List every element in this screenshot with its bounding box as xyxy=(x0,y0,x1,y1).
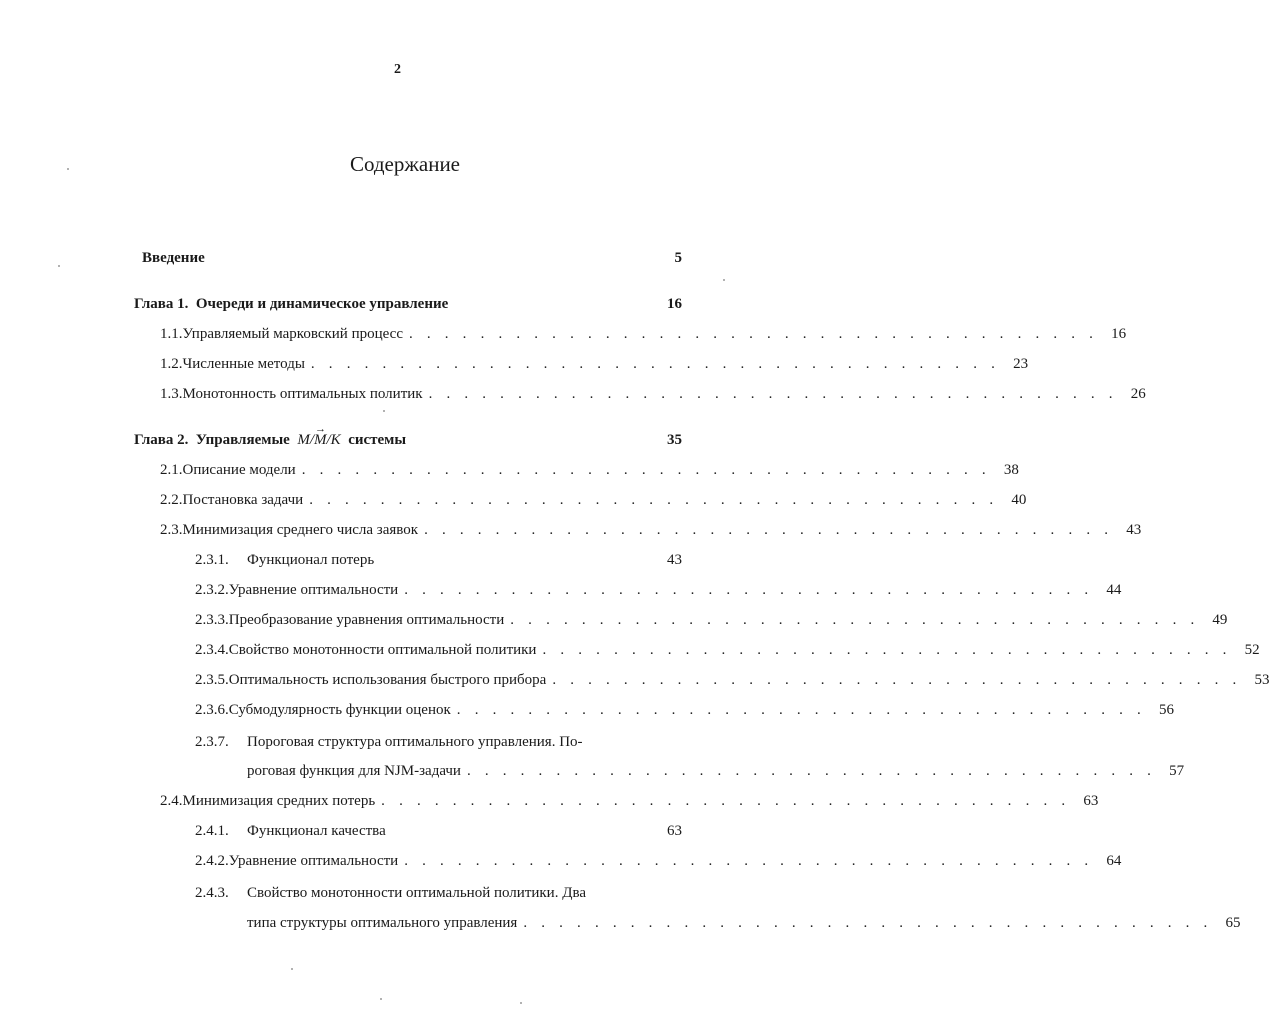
toc-entry-subsection[interactable] xyxy=(195,639,1260,661)
entry-label: Введение xyxy=(142,250,205,266)
entry-label: Уравнение оптимальности xyxy=(228,582,399,598)
entry-page: 23 xyxy=(1013,356,1029,372)
entry-label: Преобразование уравнения оптимальности xyxy=(228,612,505,628)
entry-label: Свойство монотонности оптимальной политики xyxy=(228,642,537,658)
entry-number: 2.4.1. xyxy=(195,823,229,839)
entry-number: 2.4. xyxy=(160,793,183,809)
scan-speck xyxy=(291,968,293,970)
chapter-prefix: Глава 2. xyxy=(134,432,189,448)
entry-number: 2.4.2. xyxy=(195,853,229,869)
chapter-title-text: системы xyxy=(348,432,407,448)
toc-entry-chapter-2[interactable] xyxy=(134,429,682,451)
dot-leader: . . . . . . . . . . . . . . . . . . . . . . . . . . . . . . . . . . . . . . . xyxy=(404,853,1094,869)
scan-speck xyxy=(383,410,385,412)
entry-number: 2.3. xyxy=(160,522,183,538)
entry-label: Описание модели xyxy=(182,462,296,478)
scan-speck xyxy=(58,265,60,267)
toc-entry-subsection[interactable] xyxy=(195,579,1122,601)
entry-page: 16 xyxy=(667,296,682,312)
page-number: 2 xyxy=(394,62,401,77)
toc-entry-chapter-1[interactable] xyxy=(134,293,682,315)
entry-label: Минимизация среднего числа заявок xyxy=(182,522,419,538)
math-slash: / xyxy=(309,432,314,448)
dot-leader: . . . . . . . . . . . . . . . . . . . . . . . . . . . . . . . . . . . . . . . xyxy=(542,642,1232,658)
math-slash: / xyxy=(326,432,331,448)
dot-leader: . . . . . . . . . . . . . . . . . . . . . . . . . . . . . . . . . . . . . . . xyxy=(408,326,1099,342)
entry-number: 2.1. xyxy=(160,462,183,478)
toc-entry-section[interactable] xyxy=(160,790,1099,812)
entry-label: Функционал качества xyxy=(247,823,386,839)
dot-leader: . . . . . . . . . . . . . . . . . . . . . . . . . . . . . . . . . . . . . . . xyxy=(404,582,1094,598)
toc-entry-subsection-multiline[interactable] xyxy=(195,882,682,904)
entry-number: 2.4.3. xyxy=(195,885,229,901)
toc-entry-subsection[interactable] xyxy=(195,549,682,571)
toc-entry-subsection[interactable] xyxy=(195,609,1228,631)
toc-entry-section[interactable] xyxy=(160,519,1142,541)
entry-label: Субмодулярность функции оценок xyxy=(228,702,451,718)
scan-speck xyxy=(380,998,382,1000)
entry-number: 2.3.6. xyxy=(195,702,229,718)
entry-page: 40 xyxy=(1011,492,1027,508)
entry-label: Уравнение оптимальности xyxy=(228,853,399,869)
entry-number: 1.3. xyxy=(160,386,183,402)
entry-page: 38 xyxy=(1003,462,1019,478)
entry-number: 2.2. xyxy=(160,492,183,508)
toc-entry-subsection[interactable] xyxy=(195,669,1269,691)
scan-speck xyxy=(723,279,725,281)
toc-entry-subsection-continuation[interactable] xyxy=(247,912,1241,934)
entry-label-line2: роговая функция для NJM-задачи xyxy=(247,763,461,779)
toc-entry-section[interactable] xyxy=(160,353,1029,375)
toc-entry-subsection[interactable] xyxy=(195,699,1174,721)
entry-page: 44 xyxy=(1106,582,1122,598)
dot-leader: . . . . . . . . . . . . . . . . . . . . . . . . . . . . . . . . . . . . . . . xyxy=(552,672,1242,688)
toc-entry-subsection-multiline[interactable] xyxy=(195,731,682,753)
toc-entry-section[interactable] xyxy=(160,489,1027,511)
toc-entry-section[interactable] xyxy=(160,459,1019,481)
entry-label-line2: типа структуры оптимального управления xyxy=(247,915,518,931)
dot-leader: . . . . . . . . . . . . . . . . . . . . . . . . . . . . . . . . . . . . . . . xyxy=(381,793,1071,809)
toc-entry-subsection[interactable] xyxy=(195,820,682,842)
entry-label-line1: Пороговая структура оптимального управления. По- xyxy=(247,734,583,750)
chapter-title xyxy=(196,429,406,451)
dot-leader: . . . . . . . . . . . . . . . . . . . . . . . . . . . . . . . . . . . . . . . xyxy=(309,492,999,508)
math-notation xyxy=(297,432,340,448)
entry-label: Монотонность оптимальных политик xyxy=(182,386,423,402)
dot-leader: . . . . . . . . . . . . . . . . . . . . . . . . . . . . . . . . . . . . . . . xyxy=(428,386,1118,402)
dot-leader: . . . . . . . . . . . . . . . . . . . . . . . . . . . . . . . . . . . . . . . xyxy=(424,522,1114,538)
entry-page: 53 xyxy=(1254,672,1269,688)
entry-number: 1.2. xyxy=(160,356,183,372)
entry-number: 2.3.3. xyxy=(195,612,229,628)
chapter-title: Очереди и динамическое управление xyxy=(195,296,449,312)
math-m-vector: → M xyxy=(314,429,327,451)
toc-title: Содержание xyxy=(349,152,461,176)
entry-label: Минимизация средних потерь xyxy=(182,793,376,809)
toc-entry-introduction[interactable] xyxy=(142,247,682,269)
dot-leader: . . . . . . . . . . . . . . . . . . . . . . . . . . . . . . . . . . . . . . . xyxy=(456,702,1146,718)
math-k: K xyxy=(330,432,341,448)
dot-leader: . . . . . . . . . . . . . . . . . . . . . . . . . . . . . . . . . . . . . . . xyxy=(310,356,1001,372)
entry-page: 5 xyxy=(674,250,682,266)
entry-page: 64 xyxy=(1106,853,1122,869)
entry-label: Управляемый марковский процесс xyxy=(182,326,403,342)
entry-number: 2.3.7. xyxy=(195,734,229,750)
toc-entry-section[interactable] xyxy=(160,383,1146,405)
entry-label: Численные методы xyxy=(182,356,305,372)
entry-page: 26 xyxy=(1130,386,1146,402)
entry-page: 63 xyxy=(1083,793,1099,809)
entry-number: 2.3.4. xyxy=(195,642,229,658)
entry-page: 16 xyxy=(1111,326,1127,342)
chapter-prefix: Глава 1. xyxy=(134,296,189,312)
dot-leader: . . . . . . . . . . . . . . . . . . . . . . . . . . . . . . . . . . . . . . . xyxy=(523,915,1213,931)
entry-page: 63 xyxy=(667,823,682,839)
entry-page: 56 xyxy=(1158,702,1174,718)
entry-page: 52 xyxy=(1244,642,1260,658)
entry-label-line1: Свойство монотонности оптимальной политики. Два xyxy=(247,885,586,901)
scan-speck xyxy=(520,1002,522,1004)
dot-leader: . . . . . . . . . . . . . . . . . . . . . . . . . . . . . . . . . . . . . . . xyxy=(510,612,1200,628)
dot-leader: . . . . . . . . . . . . . . . . . . . . . . . . . . . . . . . . . . . . . . . xyxy=(466,763,1157,779)
entry-number: 2.3.1. xyxy=(195,552,229,568)
toc-entry-subsection-continuation[interactable] xyxy=(247,760,1185,782)
entry-page: 49 xyxy=(1212,612,1228,628)
chapter-title-text: Управляемые xyxy=(195,432,290,448)
entry-number: 2.3.2. xyxy=(195,582,229,598)
toc-entry-section[interactable] xyxy=(160,323,1127,345)
dot-leader: . . . . . . . . . . . . . . . . . . . . . . . . . . . . . . . . . . . . . . . xyxy=(301,462,991,478)
entry-label: Постановка задачи xyxy=(182,492,304,508)
entry-label: Оптимальность использования быстрого прибора xyxy=(228,672,547,688)
entry-label: Функционал потерь xyxy=(247,552,375,568)
entry-page: 57 xyxy=(1169,763,1185,779)
entry-number: 1.1. xyxy=(160,326,183,342)
math-m: M xyxy=(297,432,310,448)
entry-page: 65 xyxy=(1225,915,1241,931)
entry-page: 35 xyxy=(667,432,682,448)
entry-page: 43 xyxy=(1126,522,1142,538)
toc-entry-subsection[interactable] xyxy=(195,850,1122,872)
entry-page: 43 xyxy=(667,552,682,568)
entry-number: 2.3.5. xyxy=(195,672,229,688)
scan-speck xyxy=(67,168,69,170)
